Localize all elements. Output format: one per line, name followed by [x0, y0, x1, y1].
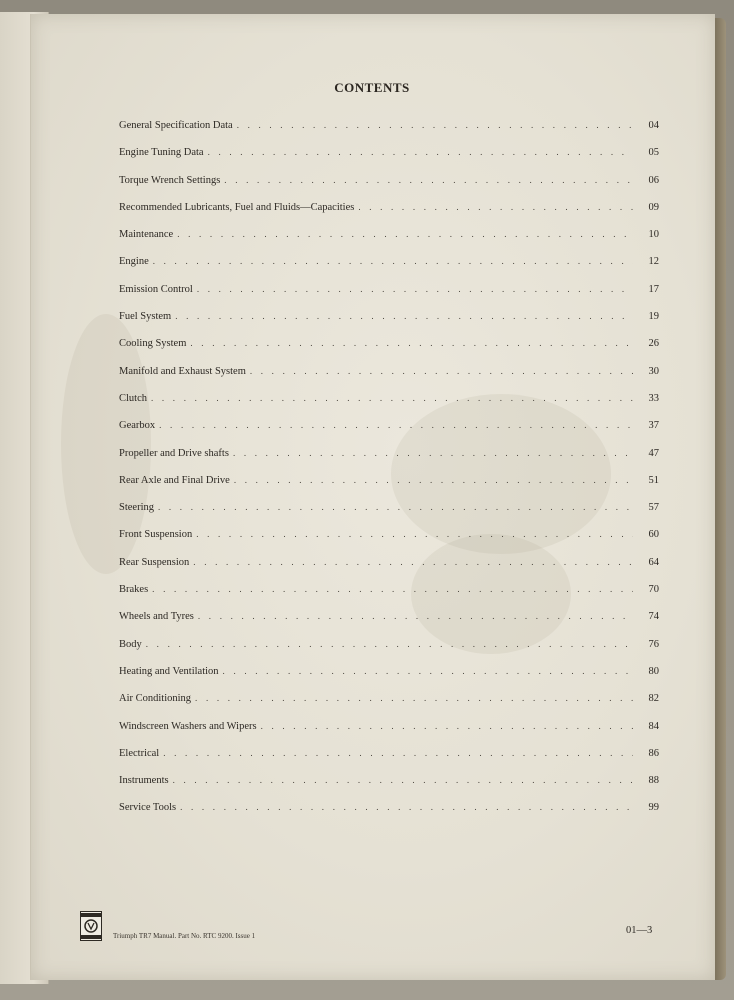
toc-entry: [119, 802, 659, 829]
toc-entry-page: 30: [648, 365, 659, 377]
toc-entry-page: 51: [648, 474, 659, 486]
toc-entry-label: General Specification Data: [119, 120, 233, 131]
toc-leader-dots: [261, 721, 633, 731]
toc-entry-page: 05: [648, 147, 659, 159]
toc-leader-dots: [177, 229, 633, 239]
toc-entry-label: Rear Suspension: [119, 556, 190, 568]
toc-leader-dots: [146, 639, 633, 649]
toc-entry: [119, 420, 659, 447]
toc-entry: [119, 147, 659, 174]
toc-entry: [119, 175, 659, 202]
toc-entry: [119, 311, 659, 338]
toc-entry-page: 10: [648, 229, 659, 241]
toc-entry: [119, 502, 659, 529]
toc-entry-page: 64: [648, 556, 659, 568]
toc-entry: [119, 721, 659, 748]
toc-entry-label: Body: [119, 638, 142, 650]
toc-entry-label: Engine: [119, 256, 149, 268]
toc-entry-label: Clutch: [119, 392, 147, 404]
logo-band-top: [81, 913, 101, 917]
toc-entry-page: 17: [648, 283, 659, 295]
toc-entry: [119, 284, 659, 311]
toc-leader-dots: [358, 202, 633, 212]
logo-emblem-icon: [84, 919, 98, 933]
toc-leader-dots: [224, 175, 633, 185]
toc-leader-dots: [173, 775, 633, 785]
toc-entry-label: Heating and Ventilation: [119, 665, 219, 677]
toc-entry: [119, 393, 659, 420]
toc-entry: [119, 611, 659, 638]
toc-entry-page: 74: [648, 611, 659, 623]
toc-entry-page: 80: [648, 665, 659, 677]
toc-leader-dots: [151, 393, 633, 403]
toc-entry-page: 88: [648, 775, 659, 787]
toc-leader-dots: [197, 284, 633, 294]
toc-entry: [119, 529, 659, 556]
toc-entry-label: Manifold and Exhaust System: [119, 365, 246, 377]
page-title: CONTENTS: [334, 80, 410, 95]
toc-leader-dots: [196, 529, 633, 539]
toc-entry: [119, 775, 659, 802]
toc-entry: [119, 338, 659, 365]
toc-entry: [119, 120, 659, 147]
page-number: 01—3: [626, 925, 653, 936]
toc-entry: [119, 693, 659, 720]
toc-entry-label: Emission Control: [119, 283, 193, 295]
toc-entry-page: 37: [648, 420, 659, 432]
toc-entry-page: 09: [648, 201, 659, 213]
toc-entry-label: Steering: [119, 502, 154, 514]
toc-entry-label: Torque Wrench Settings: [119, 174, 221, 186]
toc-entry-label: Air Conditioning: [119, 693, 192, 705]
toc-entry-label: Front Suspension: [119, 529, 193, 541]
toc-entry-page: 06: [648, 174, 659, 186]
toc-entry: [119, 366, 659, 393]
toc-leader-dots: [233, 448, 633, 458]
toc-entry: [119, 475, 659, 502]
toc-leader-dots: [208, 147, 633, 157]
toc-entry-page: 99: [648, 802, 659, 814]
toc-leader-dots: [180, 802, 633, 812]
toc-entry: [119, 256, 659, 283]
toc-entry-label: Engine Tuning Data: [119, 147, 204, 159]
toc-entry-label: Service Tools: [119, 802, 177, 814]
toc-entry: [119, 202, 659, 229]
toc-entry: [119, 448, 659, 475]
toc-entry: [119, 557, 659, 584]
toc-entry: [119, 639, 659, 666]
toc-entry-page: 70: [648, 584, 659, 596]
toc-entry-label: Windscreen Washers and Wipers: [119, 720, 257, 732]
toc-leader-dots: [193, 557, 633, 567]
toc-entry-label: Rear Axle and Final Drive: [119, 474, 230, 486]
toc-entry-page: 26: [648, 338, 659, 350]
toc-entry: [119, 666, 659, 693]
leyland-logo-icon: [80, 911, 102, 941]
toc-entry: [119, 748, 659, 775]
toc-entry-label: Instruments: [119, 775, 169, 787]
toc-leader-dots: [198, 611, 633, 621]
toc-entry-page: 33: [648, 392, 659, 404]
toc-leader-dots: [163, 748, 633, 758]
toc-entry-page: 84: [648, 720, 659, 732]
toc-entry-page: 82: [648, 693, 659, 705]
toc-entry-label: Cooling System: [119, 338, 187, 350]
toc-leader-dots: [152, 584, 633, 594]
toc-entry: [119, 584, 659, 611]
toc-entry-page: 04: [648, 120, 659, 131]
toc-entry-page: 57: [648, 502, 659, 514]
toc-leader-dots: [158, 502, 633, 512]
footer-text: Triumph TR7 Manual. Part No. RTC 9200. Issue 1: [113, 932, 256, 940]
table-of-contents: [119, 120, 659, 830]
toc-entry-page: 19: [648, 311, 659, 323]
toc-leader-dots: [175, 311, 633, 321]
toc-entry-page: 60: [648, 529, 659, 541]
toc-leader-dots: [223, 666, 633, 676]
toc-entry-label: Wheels and Tyres: [119, 611, 194, 623]
logo-band-bottom: [81, 935, 101, 939]
toc-entry-page: 76: [648, 638, 659, 650]
toc-leader-dots: [153, 256, 633, 266]
toc-entry-label: Recommended Lubricants, Fuel and Fluids—Capacities: [119, 201, 355, 213]
toc-entry-page: 86: [648, 747, 659, 759]
toc-leader-dots: [237, 120, 633, 130]
toc-entry-label: Maintenance: [119, 229, 174, 241]
toc-entry-label: Fuel System: [119, 311, 172, 323]
toc-leader-dots: [190, 338, 633, 348]
toc-leader-dots: [234, 475, 633, 485]
toc-entry-label: Brakes: [119, 584, 149, 596]
toc-entry-page: 12: [648, 256, 659, 268]
toc-entry: [119, 229, 659, 256]
toc-leader-dots: [250, 366, 633, 376]
toc-entry-label: Electrical: [119, 747, 160, 759]
toc-entry-label: Gearbox: [119, 420, 156, 432]
toc-leader-dots: [195, 693, 633, 703]
toc-entry-page: 47: [648, 447, 659, 459]
toc-leader-dots: [159, 420, 633, 430]
toc-entry-label: Propeller and Drive shafts: [119, 447, 229, 459]
